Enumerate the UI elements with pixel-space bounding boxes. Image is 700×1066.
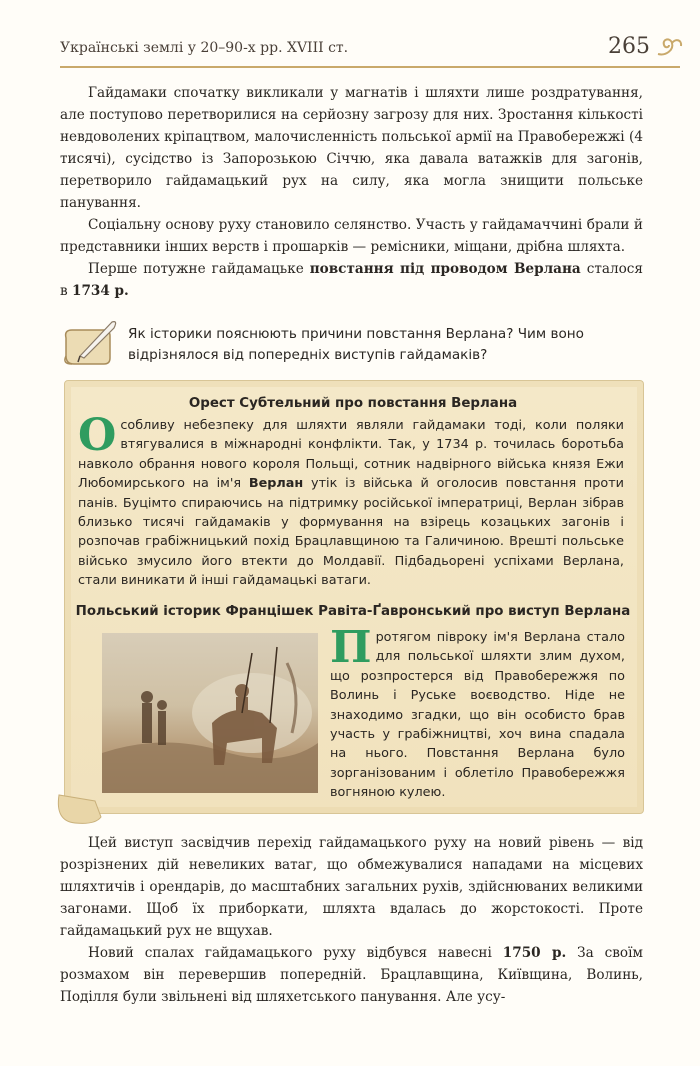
page-curl-ornament	[55, 791, 103, 827]
bold-name: Верлан	[248, 476, 304, 492]
painting-haidamaky-battle	[102, 633, 318, 793]
document1-title: Орест Субтельний про повстання Верлана	[188, 396, 518, 411]
question-text: Як історики пояснюють причини повстання Верлана? Чим воно відрізнялося від попередніх виступів гайдамаків?	[128, 326, 585, 363]
document1-text: Особливу небезпеку для шляхти являли гайдамаки тоді, коли поляки втягувалися в міжнародні конфлікти. Так, у 1734 р. точилась боротьба навколо обрання нового короля Польщі, сотник надвірного війська князя Ежи Любомирського на ім'я Верлан утік із війська й оголосив повстання проти панів. Буцімто спираючись на підтримку російської імператриці, Верлан зібрав близько тисячі гайдамаків у формування на взірець козацьких загонів і розпочав грабіжницький похід Брацлавщиною та Галичиною. Врешті польське військо змусило його втекти до Молдавії. Підбадьорені успіхами Верлана, стали виникати й інші гайдамацькі ватаги.	[78, 410, 624, 589]
question-block	[60, 318, 650, 370]
bold-event: повстання під проводом Верлана	[309, 261, 581, 277]
paragraph: Цей виступ засвідчив перехід гайдамацького руху на новий рівень — від розрізнених дій невеликих ватаг, що обмежувалися нападами на місцевих шляхтичів і орендарів, до масштабних загальних рухів, здійснюваних великими загонами. Щоб їх приборкати, шляхта вдалась до жорстокості. Проте гайдамацький рух не вщухав.	[60, 835, 643, 939]
paragraph-verlan-uprising: Перше потужне гайдамацьке повстання під проводом Верлана сталося в 1734 р.	[60, 261, 643, 299]
intro-text	[60, 82, 643, 302]
page-number: 265	[608, 34, 650, 59]
paragraph-1750: Новий спалах гайдамацького руху відбувся навесні 1750 р. За своїм розмахом він перевершив попередній. Брацлавщина, Київщина, Волинь, Поділля були звільнені від шляхетського панування. Але усу-	[60, 945, 644, 1005]
battle-illustration	[102, 633, 318, 793]
dropcap: П	[330, 622, 372, 673]
bold-year: 1750 р.	[502, 945, 567, 961]
paragraph: Гайдамаки спочатку викликали у магнатів і шляхти лише роздратування, але поступово перетворилися на серйозну загрозу для них. Зростання кількості невдоволених кріпацтвом, малочисленність польської армії на Правобережжі (4 тисячі), сусідство із Запорозькою Січчю, яка давала ватажків для загонів, перетворило гайдамацький рух на силу, яка могла знищити польське панування.	[60, 85, 643, 211]
document2-title: Польський історик Францішек Равіта-Ґавронський про виступ Верлана	[75, 604, 631, 619]
page-header	[60, 30, 680, 68]
quill-scroll-icon	[60, 320, 120, 366]
swirl-ornament-icon	[656, 34, 684, 60]
document2-text: Протягом півроку ім'я Верлана стало для польської шляхти злим духом, що розпростерся від Правобережжя по Волинь і Руське воєводство. Ніде не знаходимо згадки, що він особисто брав участь у грабіжництві, хоч вина спадала на нього. Повстання Верлана було зорганізованим і облетіло Правобережжя вогняною кулею.	[330, 622, 625, 801]
conclusion-text	[60, 832, 643, 1008]
dropcap: О	[78, 410, 117, 461]
bold-year: 1734 р.	[71, 283, 129, 299]
paragraph: Соціальну основу руху становило селянство. Участь у гайдамаччині брали й представники інших верств і прошарків — ремісники, міщани, дрібна шляхта.	[60, 217, 643, 255]
running-title: Українські землі у 20–90-х рр. XVIII ст.	[60, 40, 349, 56]
